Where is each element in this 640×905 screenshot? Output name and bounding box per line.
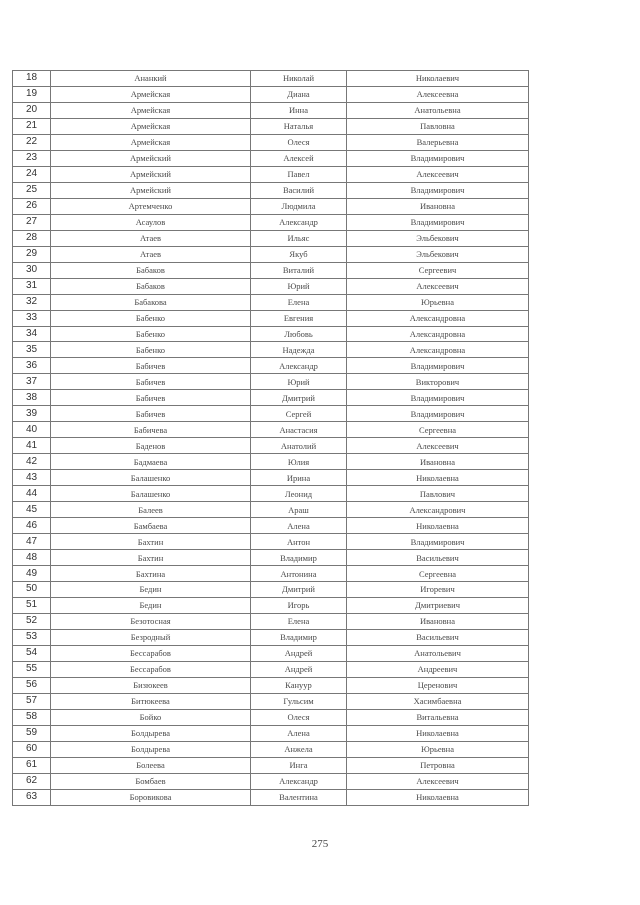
surname-cell: Баденов [51,438,251,454]
name-cell: Виталий [251,262,347,278]
table-row [13,374,529,390]
patronymic-cell: Алексеевич [347,166,529,182]
surname-cell: Бедин [51,597,251,613]
surname-cell: Армейский [51,150,251,166]
row-number: 18 [13,71,51,87]
table-row [13,214,529,230]
row-number: 30 [13,262,51,278]
table-row [13,550,529,566]
name-cell: Анжела [251,741,347,757]
surname-cell: Бабичева [51,422,251,438]
surname-cell: Бомбаев [51,773,251,789]
surname-cell: Бойко [51,709,251,725]
patronymic-cell: Владимирович [347,150,529,166]
surname-cell: Балашенко [51,470,251,486]
row-number: 44 [13,486,51,502]
row-number: 24 [13,166,51,182]
row-number: 28 [13,230,51,246]
surname-cell: Армейская [51,86,251,102]
table-row [13,71,529,87]
patronymic-cell: Алексеевич [347,278,529,294]
surname-cell: Балеев [51,502,251,518]
row-number: 25 [13,182,51,198]
name-cell: Павел [251,166,347,182]
surname-cell: Бабичев [51,374,251,390]
name-cell: Елена [251,613,347,629]
row-number: 31 [13,278,51,294]
surname-cell: Безродный [51,629,251,645]
surname-cell: Атаев [51,230,251,246]
surname-cell: Безотосная [51,613,251,629]
surname-cell: Асаулов [51,214,251,230]
name-cell: Леонид [251,486,347,502]
table-row [13,613,529,629]
patronymic-cell: Ивановна [347,613,529,629]
row-number: 42 [13,454,51,470]
name-cell: Александр [251,358,347,374]
name-cell: Анатолий [251,438,347,454]
name-cell: Любовь [251,326,347,342]
patronymic-cell: Николаевна [347,725,529,741]
table-row [13,198,529,214]
patronymic-cell: Викторович [347,374,529,390]
surname-cell: Армейский [51,166,251,182]
table-row [13,566,529,582]
patronymic-cell: Николаевна [347,518,529,534]
table-row [13,597,529,613]
surname-cell: Болдырева [51,741,251,757]
row-number: 20 [13,102,51,118]
row-number: 50 [13,582,51,598]
patronymic-cell: Дмитриевич [347,597,529,613]
table-row [13,406,529,422]
patronymic-cell: Эльбекович [347,246,529,262]
table-row [13,534,529,550]
table-row [13,677,529,693]
table-row [13,134,529,150]
name-cell: Дмитрий [251,390,347,406]
row-number: 55 [13,661,51,677]
row-number: 19 [13,86,51,102]
patronymic-cell: Анатольевна [347,102,529,118]
patronymic-cell: Хасимбаевна [347,693,529,709]
patronymic-cell: Николаевна [347,470,529,486]
table-row [13,294,529,310]
page-number: 275 [311,838,329,850]
table-row [13,789,529,805]
surname-cell: Бедин [51,582,251,598]
surname-cell: Бессарабов [51,661,251,677]
name-cell: Надежда [251,342,347,358]
patronymic-cell: Владимирович [347,390,529,406]
table-row [13,246,529,262]
row-number: 56 [13,677,51,693]
name-cell: Инна [251,102,347,118]
surname-cell: Боровикова [51,789,251,805]
name-cell: Василий [251,182,347,198]
surname-cell: Бахтин [51,534,251,550]
patronymic-cell: Александровна [347,326,529,342]
name-cell: Дмитрий [251,582,347,598]
table-row [13,773,529,789]
surname-cell: Бабенко [51,326,251,342]
surname-cell: Бессарабов [51,645,251,661]
patronymic-cell: Алексеевич [347,438,529,454]
name-cell: Олеся [251,709,347,725]
row-number: 48 [13,550,51,566]
name-cell: Диана [251,86,347,102]
name-cell: Ильяс [251,230,347,246]
row-number: 45 [13,502,51,518]
name-cell: Елена [251,294,347,310]
table-row [13,278,529,294]
row-number: 52 [13,613,51,629]
name-cell: Владимир [251,629,347,645]
name-cell: Юрий [251,278,347,294]
name-cell: Евгения [251,310,347,326]
surname-cell: Бабичев [51,358,251,374]
table-row [13,454,529,470]
row-number: 21 [13,118,51,134]
row-number: 32 [13,294,51,310]
patronymic-cell: Валерьевна [347,134,529,150]
name-cell: Валентина [251,789,347,805]
table-row [13,182,529,198]
table-row [13,358,529,374]
row-number: 33 [13,310,51,326]
table-row [13,757,529,773]
surname-cell: Бабичев [51,390,251,406]
name-cell: Андрей [251,661,347,677]
patronymic-cell: Владимирович [347,406,529,422]
patronymic-cell: Ивановна [347,198,529,214]
patronymic-cell: Сергеевна [347,422,529,438]
patronymic-cell: Николаевич [347,71,529,87]
name-cell: Алексей [251,150,347,166]
name-cell: Николай [251,71,347,87]
patronymic-cell: Владимирович [347,358,529,374]
name-cell: Александр [251,214,347,230]
row-number: 51 [13,597,51,613]
name-cell: Олеся [251,134,347,150]
name-cell: Юрий [251,374,347,390]
patronymic-cell: Алексеевна [347,86,529,102]
row-number: 38 [13,390,51,406]
name-cell: Владимир [251,550,347,566]
surname-cell: Ананкий [51,71,251,87]
patronymic-cell: Алексеевич [347,773,529,789]
patronymic-cell: Васильевич [347,629,529,645]
row-number: 37 [13,374,51,390]
patronymic-cell: Васильевич [347,550,529,566]
table-row [13,166,529,182]
surname-cell: Бабичев [51,406,251,422]
surname-cell: Болдырева [51,725,251,741]
names-table [12,70,529,806]
row-number: 59 [13,725,51,741]
name-cell: Якуб [251,246,347,262]
table-row [13,118,529,134]
surname-cell: Бамбаева [51,518,251,534]
table-row [13,342,529,358]
name-cell: Антонина [251,566,347,582]
table-row [13,438,529,454]
row-number: 61 [13,757,51,773]
table-row [13,582,529,598]
row-number: 23 [13,150,51,166]
surname-cell: Бабаков [51,262,251,278]
table-row [13,486,529,502]
table-row [13,150,529,166]
surname-cell: Бабакова [51,294,251,310]
row-number: 43 [13,470,51,486]
row-number: 35 [13,342,51,358]
patronymic-cell: Игоревич [347,582,529,598]
patronymic-cell: Церенович [347,677,529,693]
table-row [13,326,529,342]
name-cell: Ирина [251,470,347,486]
name-cell: Кануур [251,677,347,693]
surname-cell: Бахтин [51,550,251,566]
row-number: 39 [13,406,51,422]
row-number: 40 [13,422,51,438]
surname-cell: Битюкеева [51,693,251,709]
name-cell: Игорь [251,597,347,613]
surname-cell: Бахтина [51,566,251,582]
patronymic-cell: Николаевна [347,789,529,805]
name-cell: Инга [251,757,347,773]
row-number: 34 [13,326,51,342]
patronymic-cell: Александровна [347,310,529,326]
table-row [13,502,529,518]
name-cell: Антон [251,534,347,550]
patronymic-cell: Владимирович [347,182,529,198]
surname-cell: Армейский [51,182,251,198]
patronymic-cell: Александровна [347,342,529,358]
table-row [13,693,529,709]
surname-cell: Артемченко [51,198,251,214]
row-number: 26 [13,198,51,214]
table-row [13,629,529,645]
patronymic-cell: Сергеевич [347,262,529,278]
name-cell: Юлия [251,454,347,470]
patronymic-cell: Павловна [347,118,529,134]
surname-cell: Армейская [51,134,251,150]
patronymic-cell: Владимирович [347,214,529,230]
patronymic-cell: Юрьевна [347,294,529,310]
table-row [13,518,529,534]
name-cell: Алена [251,725,347,741]
name-cell: Людмила [251,198,347,214]
surname-cell: Бадмаева [51,454,251,470]
row-number: 29 [13,246,51,262]
table-row [13,230,529,246]
patronymic-cell: Эльбекович [347,230,529,246]
patronymic-cell: Петровна [347,757,529,773]
patronymic-cell: Юрьевна [347,741,529,757]
table-row [13,390,529,406]
row-number: 53 [13,629,51,645]
table-row [13,422,529,438]
row-number: 41 [13,438,51,454]
surname-cell: Бабаков [51,278,251,294]
table-row [13,741,529,757]
row-number: 22 [13,134,51,150]
table-row [13,102,529,118]
name-cell: Гульсим [251,693,347,709]
row-number: 62 [13,773,51,789]
name-cell: Сергей [251,406,347,422]
row-number: 54 [13,645,51,661]
row-number: 63 [13,789,51,805]
surname-cell: Бизюкеев [51,677,251,693]
row-number: 27 [13,214,51,230]
table-row [13,310,529,326]
patronymic-cell: Владимирович [347,534,529,550]
surname-cell: Бабенко [51,310,251,326]
surname-cell: Болеева [51,757,251,773]
row-number: 36 [13,358,51,374]
name-cell: Анастасия [251,422,347,438]
table-row [13,262,529,278]
surname-cell: Армейская [51,102,251,118]
table-row [13,661,529,677]
table-row [13,725,529,741]
patronymic-cell: Сергеевна [347,566,529,582]
table-row [13,470,529,486]
row-number: 46 [13,518,51,534]
patronymic-cell: Витальевна [347,709,529,725]
row-number: 60 [13,741,51,757]
surname-cell: Балашенко [51,486,251,502]
surname-cell: Армейская [51,118,251,134]
surname-cell: Бабенко [51,342,251,358]
patronymic-cell: Ивановна [347,454,529,470]
name-cell: Андрей [251,645,347,661]
row-number: 49 [13,566,51,582]
patronymic-cell: Анатольевич [347,645,529,661]
table-body [13,71,529,806]
table-row [13,86,529,102]
patronymic-cell: Павлович [347,486,529,502]
surname-cell: Атаев [51,246,251,262]
patronymic-cell: Андреевич [347,661,529,677]
row-number: 58 [13,709,51,725]
table-row [13,709,529,725]
patronymic-cell: Александрович [347,502,529,518]
name-cell: Алена [251,518,347,534]
row-number: 57 [13,693,51,709]
row-number: 47 [13,534,51,550]
name-cell: Александр [251,773,347,789]
name-cell: Наталья [251,118,347,134]
name-cell: Араш [251,502,347,518]
table-row [13,645,529,661]
